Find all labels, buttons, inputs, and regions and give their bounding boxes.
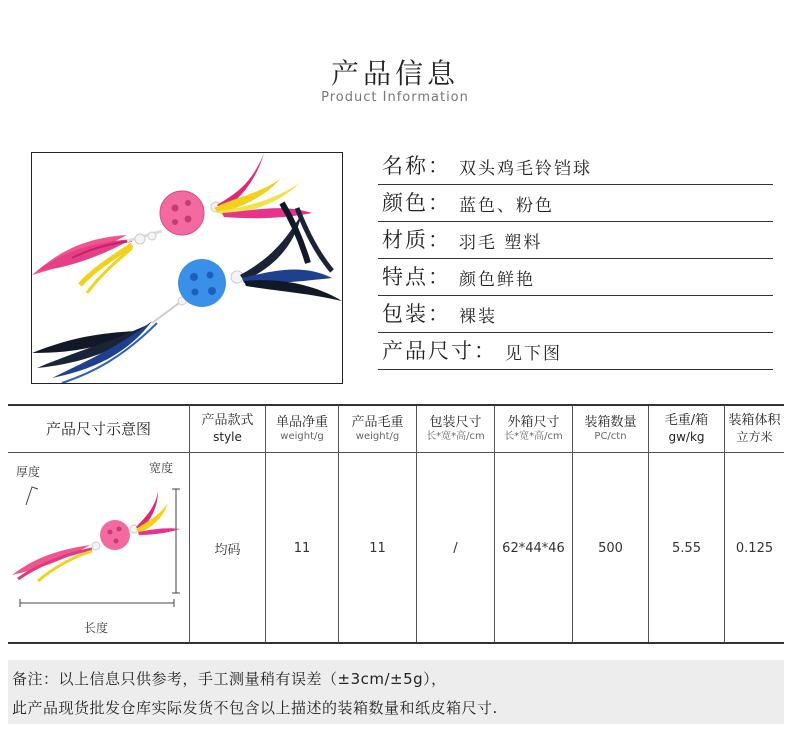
column-header-unit: weight/g	[355, 430, 400, 442]
column-header-title: 产品款式	[201, 413, 254, 429]
column-header	[495, 406, 572, 452]
info-row-name	[378, 148, 773, 185]
info-key: 材质：	[382, 228, 451, 252]
carton-size-column	[494, 406, 572, 642]
column-header-title: 包装尺寸	[429, 414, 482, 430]
column-value: 62*44*46	[502, 540, 565, 556]
gross-weight-column	[338, 406, 416, 642]
package-size-column	[416, 406, 494, 642]
info-row-size	[378, 333, 773, 370]
info-value: 羽毛 塑料	[459, 233, 543, 253]
column-header-unit: 立方米	[736, 429, 773, 444]
thickness-label: 厚度	[16, 465, 41, 479]
carton-gross-weight-column	[648, 406, 724, 642]
column-value: 11	[369, 540, 386, 556]
width-label: 宽度	[149, 461, 174, 475]
info-row-packaging	[378, 296, 773, 333]
column-value: 500	[598, 540, 623, 556]
info-value: 双头鸡毛铃铛球	[459, 159, 592, 179]
column-value: 0.125	[735, 540, 774, 556]
diagram-header-label: 产品尺寸示意图	[45, 419, 151, 438]
dimension-drawing	[8, 453, 188, 645]
column-value: 11	[293, 540, 311, 556]
column-header-title: 外箱尺寸	[507, 414, 560, 430]
column-header	[417, 406, 494, 452]
diagram-column	[8, 406, 189, 642]
diagram-toy-image	[12, 491, 180, 581]
column-header-title: 装箱体积	[728, 413, 781, 429]
carton-volume-column	[724, 406, 784, 642]
note-line-1: 备注：以上信息只供参考，手工测量稍有误差（±3cm/±5g），	[12, 670, 447, 688]
size-diagram	[8, 453, 188, 645]
column-value: /	[453, 540, 458, 556]
info-value: 裸装	[459, 307, 497, 327]
product-info-list	[378, 148, 773, 370]
note-line-2: 此产品现货批发仓库实际发货不包含以上描述的装箱数量和纸皮箱尺寸.	[12, 699, 498, 717]
column-header-title: 单品净重	[275, 414, 328, 430]
column-header-unit: 长*宽*高/cm	[504, 430, 563, 442]
column-value: 均码	[214, 542, 241, 558]
column-header	[649, 406, 724, 452]
carton-quantity-column	[572, 406, 648, 642]
column-header	[339, 406, 416, 452]
info-key: 颜色：	[382, 191, 451, 215]
cat-toy-illustration	[32, 153, 343, 384]
info-value: 见下图	[505, 344, 562, 364]
column-header	[573, 406, 648, 452]
column-header	[725, 406, 784, 452]
info-row-color	[378, 185, 773, 222]
column-header-unit: style	[213, 429, 242, 444]
info-row-feature	[378, 259, 773, 296]
column-header-unit: 长*宽*高/cm	[426, 430, 485, 442]
info-row-material	[378, 222, 773, 259]
info-value: 蓝色、粉色	[459, 196, 554, 216]
disclaimer-note	[8, 660, 784, 724]
style-column	[189, 406, 265, 642]
info-key: 包装：	[382, 302, 451, 326]
product-photo	[31, 152, 343, 384]
spec-table	[8, 404, 784, 644]
column-header-title: 毛重/箱	[664, 413, 709, 429]
column-header-unit: PC/ctn	[594, 430, 627, 442]
info-key: 产品尺寸：	[382, 339, 497, 363]
info-value: 颜色鲜艳	[459, 270, 535, 290]
net-weight-column	[265, 406, 338, 642]
length-label: 长度	[84, 621, 109, 635]
column-header-title: 装箱数量	[584, 414, 637, 430]
page-subtitle: Product Information	[321, 90, 469, 105]
column-header-unit: weight/g	[280, 430, 324, 442]
info-key: 特点：	[382, 265, 451, 289]
diagram-header	[8, 406, 189, 452]
column-value: 5.55	[672, 540, 701, 556]
column-header-title: 产品毛重	[351, 414, 404, 430]
info-key: 名称：	[382, 154, 451, 178]
page-title: 产品信息	[330, 57, 459, 90]
column-header	[190, 406, 265, 452]
column-header-unit: gw/kg	[668, 429, 705, 444]
column-header	[266, 406, 338, 452]
